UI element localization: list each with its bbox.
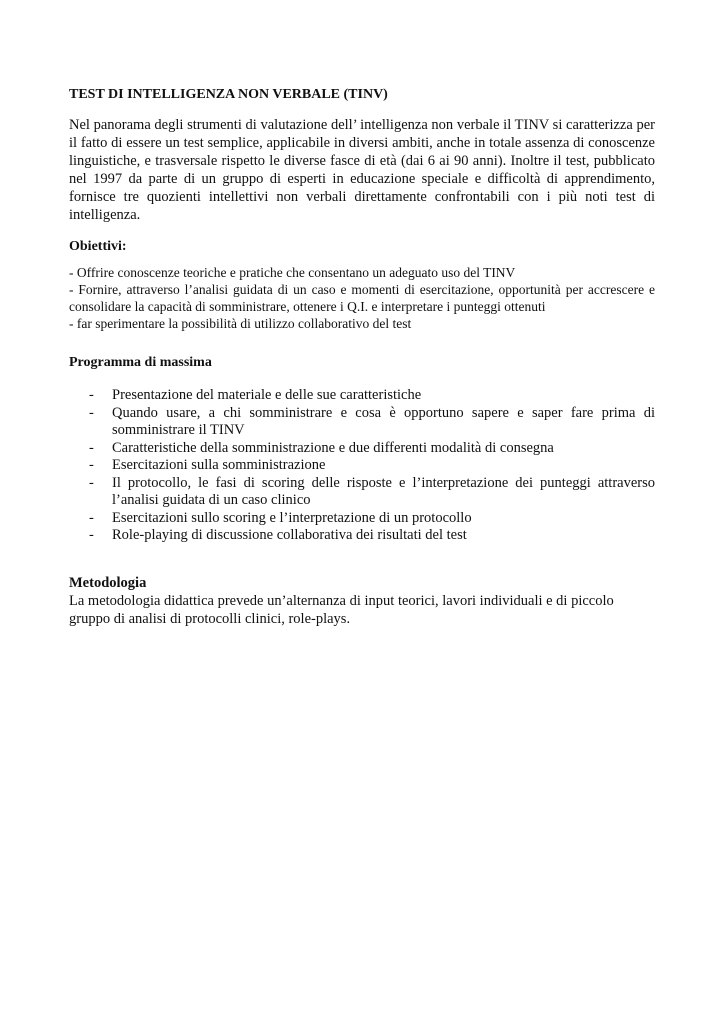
programma-item-text: Presentazione del materiale e delle sue caratteristiche	[112, 387, 422, 403]
programma-heading: Programma di massima	[69, 355, 212, 370]
programma-item	[69, 440, 655, 458]
document-page	[69, 86, 655, 628]
programma-item	[69, 475, 655, 510]
dash-bullet: -	[89, 527, 94, 543]
programma-item	[69, 510, 655, 528]
programma-item	[69, 457, 655, 475]
dash-bullet: -	[89, 474, 94, 491]
dash-bullet: -	[89, 404, 94, 421]
obiettivi-list	[69, 264, 655, 332]
programma-item	[69, 405, 655, 440]
obiettivi-item: - Fornire, attraverso l’analisi guidata di un caso e momenti di esercitazione, opportunità per accrescere e consolidare la capacità di somministrare, ottenere i Q.I. e interpretare i punteggi ottenuti	[69, 282, 655, 314]
programma-item-text: Il protocollo, le fasi di scoring delle risposte e l’interpretazione dei punteggi attraverso l’analisi guidata di un caso clinico	[112, 474, 655, 508]
programma-item-text: Quando usare, a chi somministrare e cosa è opportuno sapere e saper fare prima di somministrare il TINV	[112, 404, 655, 438]
programma-item	[69, 527, 655, 545]
programma-item-text: Esercitazioni sulla somministrazione	[112, 457, 326, 473]
dash-bullet: -	[89, 387, 94, 403]
programma-item-text: Esercitazioni sullo scoring e l’interpretazione di un protocollo	[112, 509, 472, 526]
metodologia-heading: Metodologia	[69, 574, 147, 591]
programma-list	[69, 387, 655, 545]
dash-bullet: -	[89, 457, 94, 473]
dash-bullet: -	[89, 509, 94, 526]
obiettivi-item: - far sperimentare la possibilità di utilizzo collaborativo del test	[69, 316, 412, 331]
obiettivi-item: - Offrire conoscenze teoriche e pratiche che consentano un adeguato uso del TINV	[69, 265, 516, 280]
dash-bullet: -	[89, 439, 94, 456]
programma-item-text: Role-playing di discussione collaborativa dei risultati del test	[112, 527, 467, 543]
programma-item-text: Caratteristiche della somministrazione e due differenti modalità di consegna	[112, 439, 554, 456]
document-title: TEST DI INTELLIGENZA NON VERBALE (TINV)	[69, 87, 388, 102]
programma-item	[69, 387, 655, 405]
intro-paragraph: Nel panorama degli strumenti di valutazione dell’ intelligenza non verbale il TINV si caratterizza per il fatto di essere un test semplice, applicabile in diversi ambiti, anche in totale assenza di conoscenze linguistiche, e trasversale rispetto le diverse fasce di età (dai 6 ai 90 anni). Inoltre il test, pubblicato nel 1997 da parte di un gruppo di esperti in educazione speciale e difficoltà di apprendimento, fornisce tre quozienti intellettivi non verbali direttamente confrontabili con i più noti test di intelligenza.	[69, 117, 655, 223]
metodologia-paragraph: La metodologia didattica prevede un’alternanza di input teorici, lavori individuali e di piccolo gruppo di analisi di protocolli clinici, role-plays.	[69, 592, 614, 627]
obiettivi-heading: Obiettivi:	[69, 239, 127, 254]
